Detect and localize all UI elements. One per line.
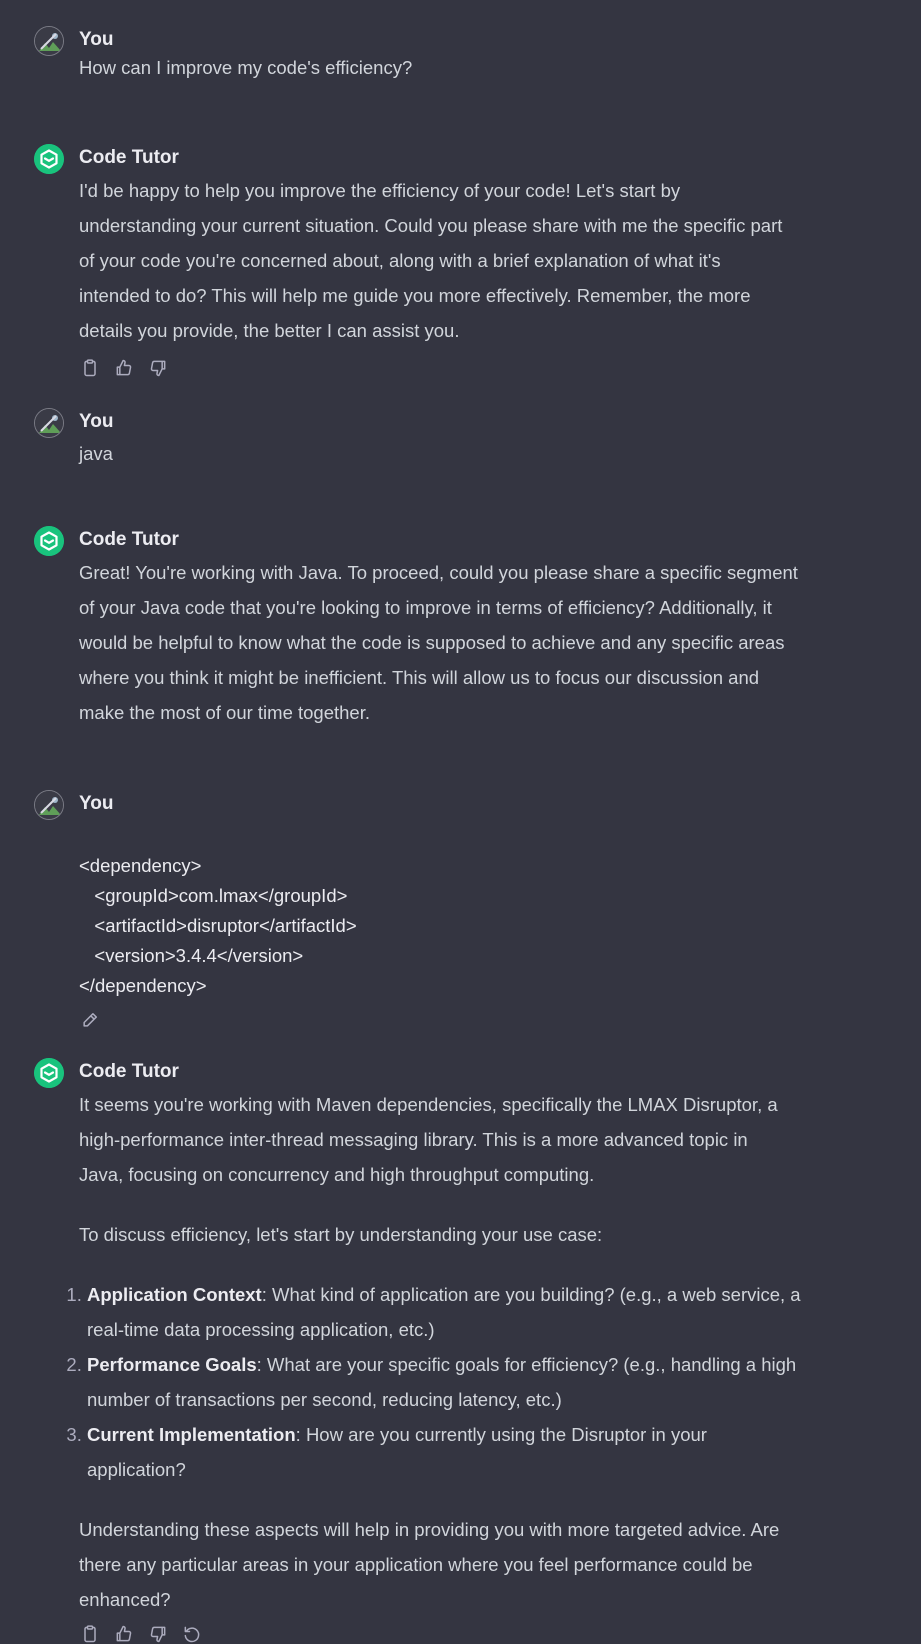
item-text: : How are you currently using the Disruptor in your [295,1424,707,1445]
message-actions [80,1624,202,1644]
text-line: would be helpful to know what the code is supposed to achieve and any specific areas [79,632,785,653]
item-title: Current Implementation [87,1424,296,1445]
message-text: java [79,443,113,464]
thumbs-down-icon[interactable] [148,1624,168,1644]
pencil-icon[interactable] [80,1010,100,1030]
text-line: Understanding these aspects will help in providing you with more targeted advice. Are [79,1519,780,1540]
code-tutor-logo-icon [34,526,64,556]
item-title: Application Context [87,1284,262,1305]
code-line: <artifactId>disruptor</artifactId> [79,915,357,936]
code-line: <dependency> [79,855,202,876]
clipboard-icon[interactable] [80,358,100,378]
text-line: Great! You're working with Java. To proceed, could you please share a specific segment [79,562,798,583]
item-text: number of transactions per second, reducing latency, etc.) [87,1389,562,1410]
broken-image-icon [35,791,64,820]
message-actions [80,1010,100,1030]
text-line: understanding your current situation. Could you please share with me the specific part [79,215,783,236]
thumbs-up-icon[interactable] [114,358,134,378]
broken-image-icon [35,27,64,56]
text-line: high-performance inter-thread messaging library. This is a more advanced topic in [79,1129,748,1150]
author-name: You [79,793,114,814]
refresh-icon[interactable] [182,1624,202,1644]
author-name: You [79,411,114,432]
code-tutor-logo-icon [34,144,64,174]
text-line: enhanced? [79,1589,171,1610]
message-text: How can I improve my code's efficiency? [79,57,413,78]
author-name: Code Tutor [79,1061,179,1082]
author-name: Code Tutor [79,147,179,168]
user-avatar [34,790,64,820]
item-text: : What are your specific goals for efficiency? (e.g., handling a high [256,1354,797,1375]
code-tutor-logo-icon [34,1058,64,1088]
text-line: of your code you're concerned about, along with a brief explanation of what it's [79,250,721,271]
text-line: there any particular areas in your application where you feel performance could be [79,1554,753,1575]
item-text: application? [87,1459,186,1480]
text-line: make the most of our time together. [79,702,371,723]
code-tutor-avatar [34,1058,64,1088]
text-line: I'd be happy to help you improve the efficiency of your code! Let's start by [79,180,681,201]
author-name: You [79,29,114,50]
item-text: : What kind of application are you building? (e.g., a web service, a [261,1284,801,1305]
clipboard-icon[interactable] [80,1624,100,1644]
user-avatar [34,26,64,56]
message-text [79,555,849,730]
code-line: <groupId>com.lmax</groupId> [79,885,348,906]
code-tutor-avatar [34,144,64,174]
user-avatar [34,408,64,438]
message-actions [80,358,168,378]
text-line: It seems you're working with Maven dependencies, specifically the LMAX Disruptor, a [79,1094,778,1115]
text-line: of your Java code that you're looking to improve in terms of efficiency? Additionally, it [79,597,772,618]
author-name: Code Tutor [79,529,179,550]
code-line: <version>3.4.4</version> [79,945,304,966]
thumbs-down-icon[interactable] [148,358,168,378]
item-title: Performance Goals [87,1354,257,1375]
thumbs-up-icon[interactable] [114,1624,134,1644]
broken-image-icon [35,409,64,438]
text-line: intended to do? This will help me guide you more effectively. Remember, the more [79,285,751,306]
list-item [87,1277,887,1347]
message-intro [79,1087,849,1192]
text-line: details you provide, the better I can assist you. [79,320,460,341]
item-text: real-time data processing application, etc.) [87,1319,435,1340]
message-text [79,173,849,348]
code-tutor-avatar [34,526,64,556]
list-item [87,1417,887,1487]
message-outro [79,1512,849,1617]
text-line: where you think it might be inefficient. This will allow us to focus our discussion and [79,667,760,688]
numbered-list [52,1277,887,1487]
message-lead: To discuss efficiency, let's start by understanding your use case: [79,1224,603,1245]
text-line: Java, focusing on concurrency and high throughput computing. [79,1164,595,1185]
list-item [87,1347,887,1417]
code-line: </dependency> [79,975,207,996]
